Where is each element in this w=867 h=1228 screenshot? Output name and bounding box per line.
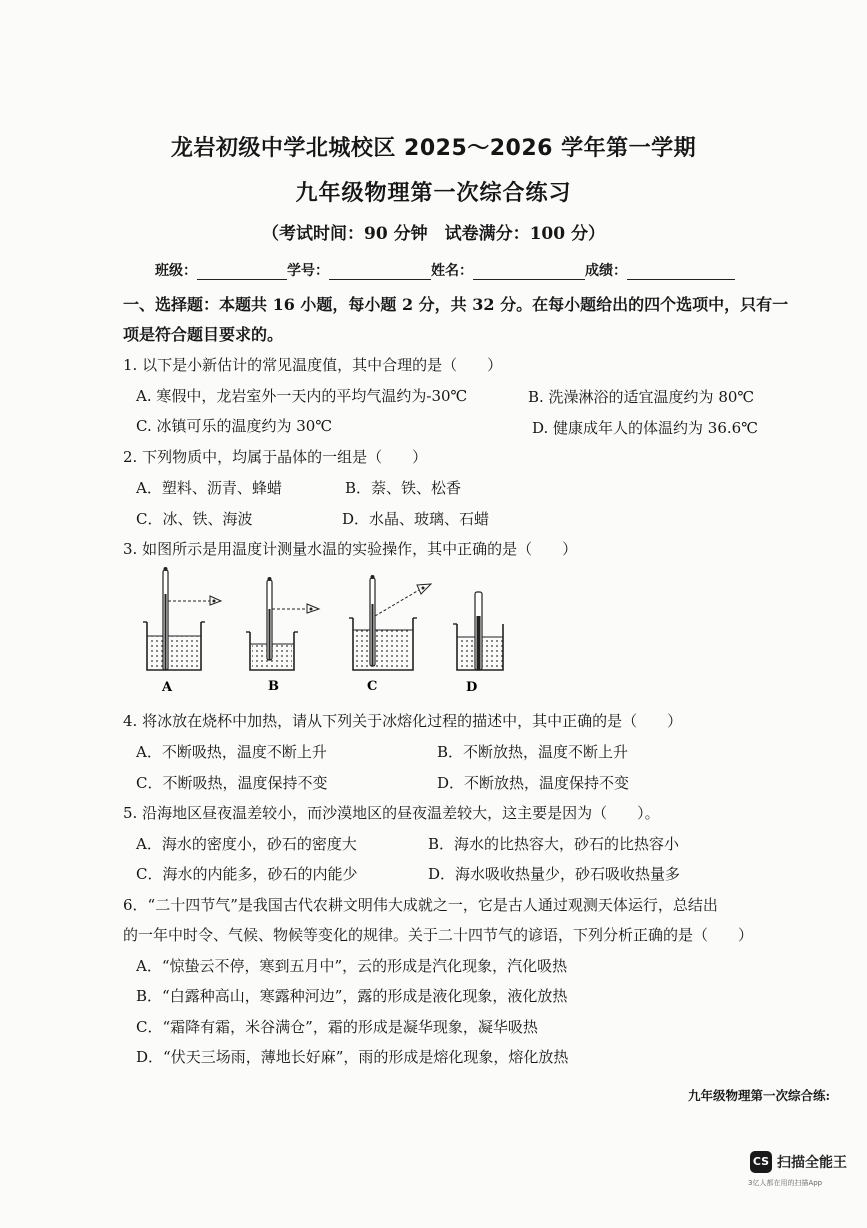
student-info-line (155, 260, 735, 280)
figure-a-beaker (143, 622, 205, 670)
question-1-option-d: D. 健康成年人的体温约为 36.6℃ (532, 419, 758, 437)
question-6-stem-line2: 的一年中时令、气候、物候等变化的规律。关于二十四节气的谚语，下列分析正确的是（ ） (123, 926, 754, 944)
question-6-option-d: D．“伏天三场雨，薄地长好麻”，雨的形成是熔化现象，熔化放热 (136, 1048, 569, 1066)
question-6-option-c: C．“霜降有霜，米谷满仓”，霜的形成是凝华现象，凝华吸热 (136, 1018, 538, 1036)
exam-title: 龙岩初级中学北城校区 2025～2026 学年第一学期 (170, 136, 697, 161)
question-2-option-a: A．塑料、沥青、蜂蜡 (136, 479, 282, 497)
question-3-stem: 3. 如图所示是用温度计测量水温的实验操作，其中正确的是（ ） (123, 540, 578, 558)
section1-heading-line2: 项是符合题目要求的。 (123, 325, 284, 344)
question-1-option-a: A. 寒假中，龙岩室外一天内的平均气温约为-30℃ (136, 387, 468, 405)
question-2-option-c: C．冰、铁、海波 (136, 510, 253, 528)
question-4-stem: 4. 将冰放在烧杯中加热，请从下列关于冰熔化过程的描述中，其中正确的是（ ） (123, 712, 683, 730)
question-1-stem: 1. 以下是小新估计的常见温度值，其中合理的是（ ） (123, 356, 503, 374)
score-blank[interactable] (627, 265, 735, 280)
question-6-option-b: B．“白露种高山，寒露种河边”，露的形成是液化现象，液化放热 (136, 987, 568, 1005)
camscanner-tagline: 3亿人都在用的扫描App (748, 1179, 823, 1187)
question-6-option-a: A．“惊蛰云不停，寒到五月中”，云的形成是汽化现象，汽化吸热 (136, 957, 568, 975)
name-label: 姓名： (431, 263, 473, 279)
thermometer-figure (135, 564, 505, 699)
figure-c-beaker (349, 618, 417, 670)
figure-c-sightline (375, 584, 431, 616)
class-label: 班级： (155, 263, 197, 279)
question-2-option-d: D．水晶、玻璃、石蜡 (342, 510, 490, 528)
question-2-stem: 2. 下列物质中，均属于晶体的一组是（ ） (123, 448, 428, 466)
question-5-option-b: B．海水的比热容大，砂石的比热容小 (428, 835, 680, 853)
figure-a-sightline (168, 596, 221, 605)
question-5-option-a: A．海水的密度小，砂石的密度大 (136, 835, 357, 853)
figure-label-d: D (466, 680, 478, 695)
figure-d-thermometer (475, 592, 482, 670)
question-1-option-c: C. 冰镇可乐的温度约为 30℃ (136, 417, 333, 435)
figure-b-thermometer (267, 577, 272, 660)
section1-heading-line1: 一、选择题：本题共 16 小题，每小题 2 分，共 32 分。在每小题给出的四个选项中，只有一 (123, 295, 789, 314)
figure-label-b: B (268, 679, 279, 694)
camscanner-logo-icon: CS (750, 1151, 772, 1173)
page-footer: 九年级物理第一次综合练: (688, 1088, 831, 1103)
figure-label-a: A (162, 680, 173, 695)
exam-subtitle: 九年级物理第一次综合练习 (295, 181, 572, 206)
question-4-option-b: B．不断放热，温度不断上升 (437, 743, 629, 761)
question-2-option-b: B．萘、铁、松香 (345, 479, 462, 497)
question-1-option-b: B. 洗澡淋浴的适宜温度约为 80℃ (528, 388, 755, 406)
exam-info: （考试时间：90 分钟 试卷满分：100 分） (262, 224, 605, 244)
question-4-option-d: D．不断放热，温度保持不变 (437, 774, 630, 792)
question-5-option-d: D．海水吸收热量少，砂石吸收热量多 (428, 865, 681, 883)
score-label: 成绩： (585, 263, 627, 279)
student-id-blank[interactable] (329, 265, 431, 280)
figure-c-thermometer (370, 575, 375, 666)
figure-label-c: C (367, 679, 378, 694)
question-4-option-c: C．不断吸热，温度保持不变 (136, 774, 328, 792)
question-5-option-c: C．海水的内能多，砂石的内能少 (136, 865, 358, 883)
name-blank[interactable] (473, 265, 585, 280)
camscanner-name: 扫描全能王 (777, 1155, 847, 1171)
student-id-label: 学号： (287, 263, 329, 279)
figure-b-sightline (272, 604, 319, 613)
question-4-option-a: A．不断吸热，温度不断上升 (136, 743, 327, 761)
figure-a-thermometer (163, 567, 168, 670)
class-blank[interactable] (197, 265, 287, 280)
question-5-stem: 5. 沿海地区昼夜温差较小，而沙漠地区的昼夜温差较大，这主要是因为（ ）。 (123, 804, 660, 822)
question-6-stem-line1: 6．“二十四节气”是我国古代农耕文明伟大成就之一，它是古人通过观测天体运行，总结出 (123, 896, 718, 914)
